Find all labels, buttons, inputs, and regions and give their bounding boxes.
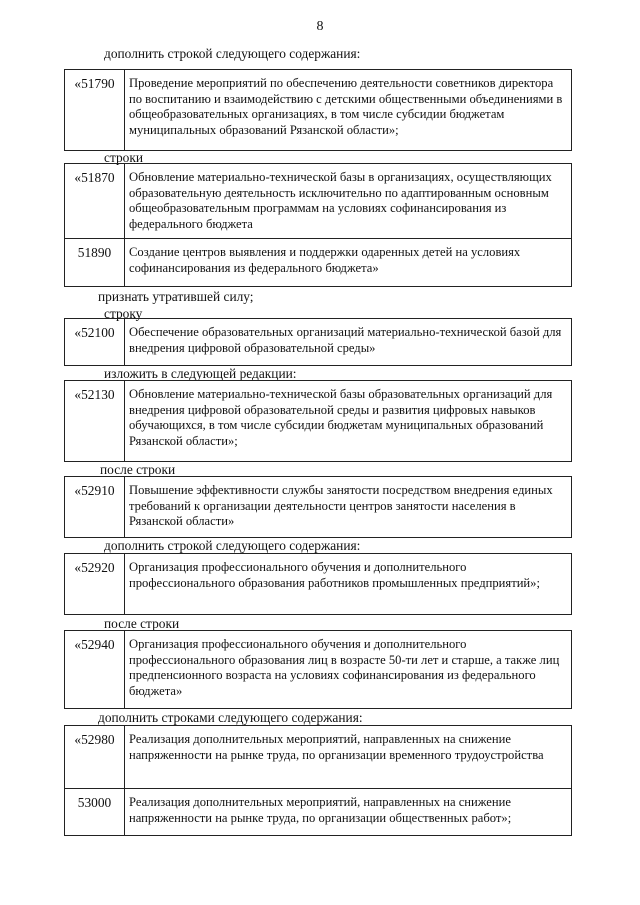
instruction-new-edition: изложить в следующей редакции: [104, 366, 297, 381]
row-code: 51890 [65, 239, 125, 286]
row-code: «52100 [65, 319, 125, 365]
instruction-add-row: дополнить строкой следующего содержания: [104, 538, 361, 553]
row-code: «51870 [65, 164, 125, 238]
table-row [64, 163, 572, 239]
instruction-row: строку [104, 306, 143, 321]
row-description: Проведение мероприятий по обеспечению деятельности советников директора по воспитанию и взаимодействию с детскими общественными объединениями в общеобразовательных организациях, в том числе субсидии бюджетам муниципальных образований Рязанской области»; [129, 76, 563, 137]
row-description: Обеспечение образовательных организаций материально-технической базой для внедрения цифровой образовательной среды» [129, 325, 562, 355]
row-code: 53000 [65, 789, 125, 835]
row-description: Реализация дополнительных мероприятий, направленных на снижение напряженности на рынке труда, по организации временного трудоустройства [129, 732, 544, 762]
table-row [64, 553, 572, 615]
table-row [64, 630, 572, 709]
instruction-after-row: после строки [104, 616, 180, 631]
row-description: Организация профессионального обучения и дополнительного профессионального образования работников промышленных предприятий»; [129, 560, 540, 590]
row-description: Реализация дополнительных мероприятий, направленных на снижение напряженности на рынке труда, по организации общественных работ»; [129, 795, 512, 825]
page-number: 8 [316, 19, 324, 34]
table-row [64, 725, 572, 789]
row-code: «51790 [65, 70, 125, 150]
instruction-rows: строки [104, 150, 144, 165]
row-description: Обновление материально-технической базы образовательных организаций для внедрения цифровой образовательной среды и развития цифровых навыков обучающихся, в том числе субсидии бюджетам муниципальных образований Рязанской области»; [129, 387, 553, 448]
row-code: «52910 [65, 477, 125, 537]
table-row [64, 380, 572, 462]
row-code: «52980 [65, 726, 125, 788]
row-description: Организация профессионального обучения и дополнительного профессионального образования лиц в возрасте 50-ти лет и старше, а также лиц предпенсионного возраста на условиях софинансирования из федерального бюджета» [129, 637, 560, 698]
row-description: Повышение эффективности службы занятости посредством внедрения единых требований к организации деятельности центров занятости населения в Рязанской области» [129, 483, 553, 529]
instruction-after-row: после строки [100, 462, 176, 477]
table-row [64, 69, 572, 151]
row-code: «52130 [65, 381, 125, 461]
row-description: Создание центров выявления и поддержки одаренных детей на условиях софинансирования из федерального бюджета» [129, 245, 521, 275]
row-code: «52920 [65, 554, 125, 614]
instruction-add-rows: дополнить строками следующего содержания: [98, 710, 363, 725]
table-row [64, 318, 572, 366]
table-row [64, 788, 572, 836]
instruction-add-row: дополнить строкой следующего содержания: [104, 46, 361, 61]
instruction-repeal: признать утратившей силу; [98, 289, 254, 304]
table-row [64, 238, 572, 287]
row-description: Обновление материально-технической базы в организациях, осуществляющих образовательную деятельность исключительно по адаптированным основным общеобразовательным программам на условиях софинансирования из федерального бюджета [129, 170, 552, 231]
table-row [64, 476, 572, 538]
row-code: «52940 [65, 631, 125, 708]
